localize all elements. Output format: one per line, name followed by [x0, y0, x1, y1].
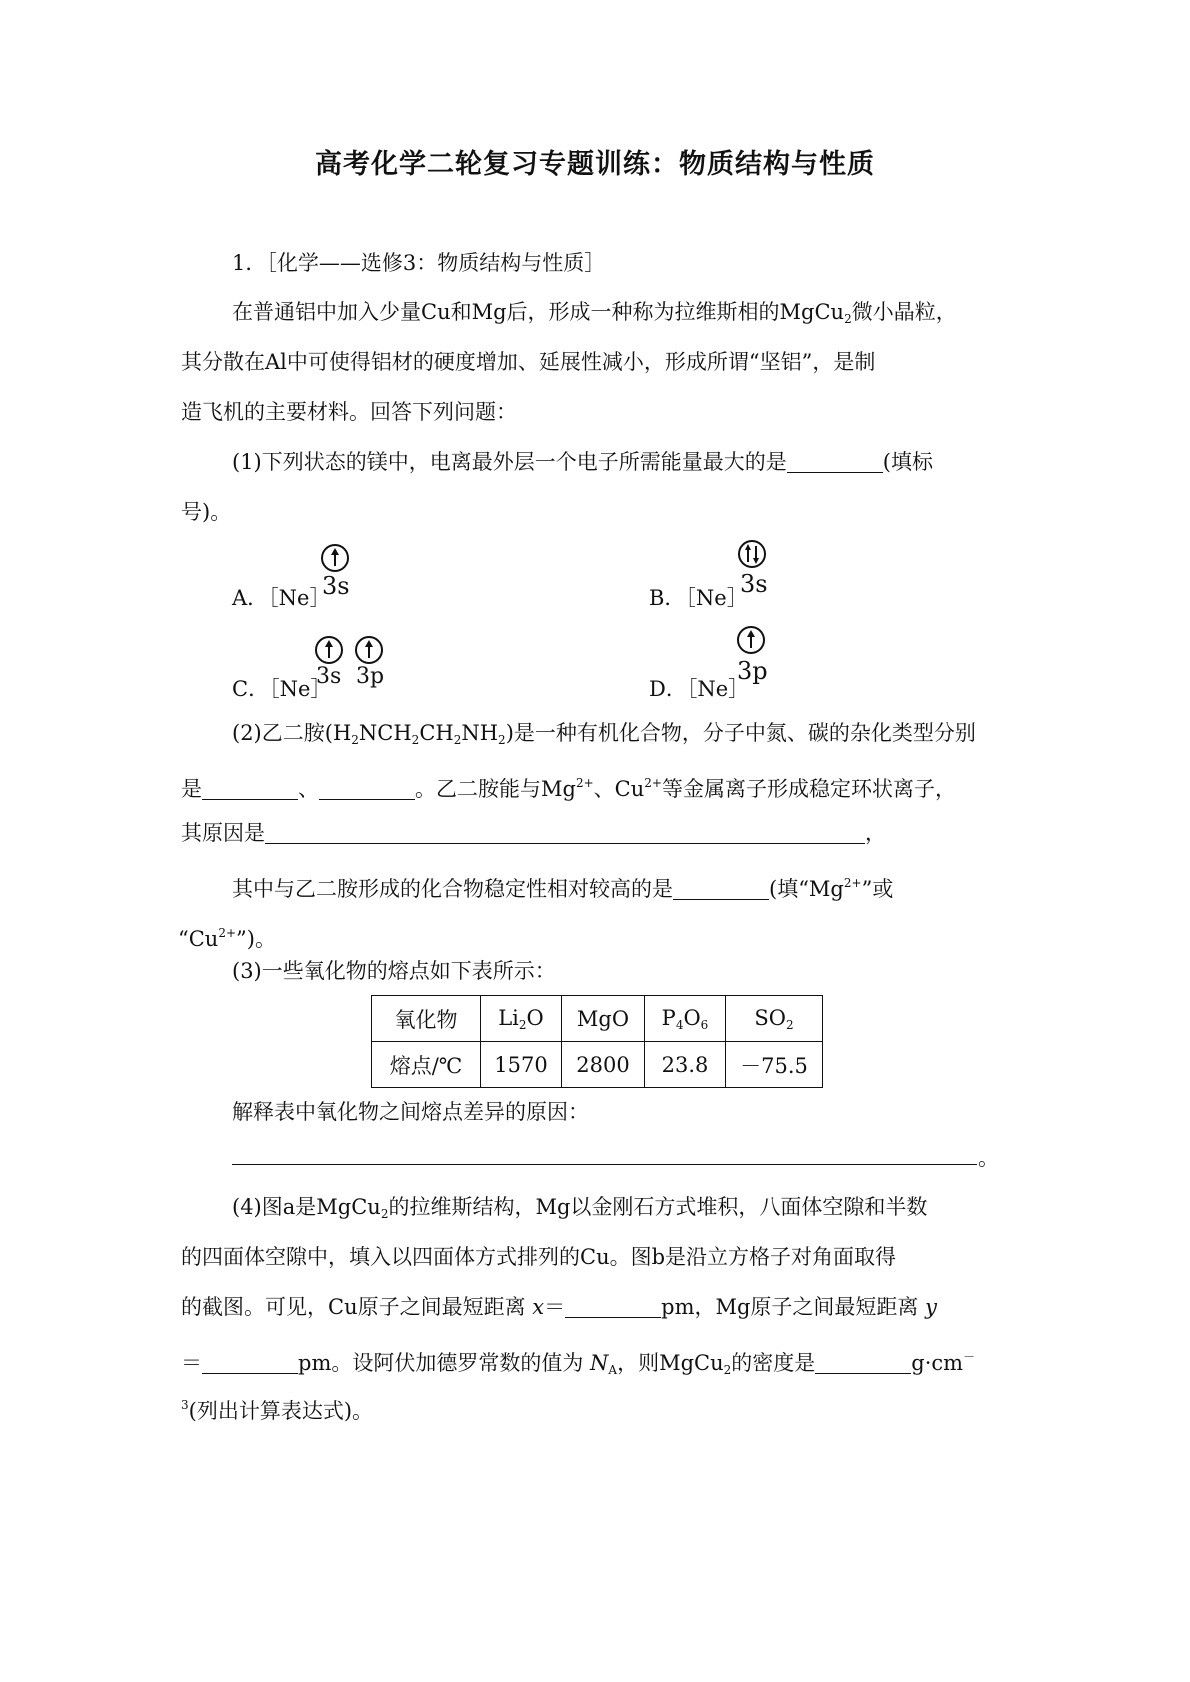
answer-blank[interactable]	[265, 821, 865, 844]
answer-blank[interactable]	[319, 777, 415, 800]
orbital-up-icon	[737, 626, 765, 654]
orbital-label: 3p	[356, 664, 385, 689]
answer-blank[interactable]	[673, 877, 769, 900]
answer-blank[interactable]	[787, 450, 883, 473]
part1-line-1: (1)下列状态的镁中，电离最外层一个电子所需能量最大的是 (填标	[232, 450, 933, 474]
part4-line-4: ＝ pm。设阿伏加德罗常数的值为 $N_A$，则MgCu$_2$的密度是 g·cm－	[181, 1350, 976, 1377]
table-cell: 23.8	[645, 1042, 726, 1088]
table-header-cell: $SO_2$	[726, 996, 823, 1042]
table-header-cell: 氧化物	[372, 996, 481, 1042]
table-row	[372, 1042, 823, 1088]
orbital-label: 3s	[740, 570, 768, 598]
answer-blank[interactable]	[202, 1351, 298, 1374]
answer-blank[interactable]	[815, 1351, 911, 1374]
answer-blank[interactable]	[202, 777, 298, 800]
part2-line-1: (2)乙二胺$(H_2NCH_2CH_2NH_2)$是一种有机化合物，分子中氮、碳的杂化类型分别	[232, 721, 976, 747]
part4-line-5: $^3$(列出计算表达式)。	[181, 1398, 374, 1423]
part4-line-1: (4)图a是MgCu$_2$的拉维斯结构，Mg以金刚石方式堆积，八面体空隙和半数	[232, 1195, 928, 1221]
option-d: D．［Ne］	[649, 677, 750, 701]
part3-explain: 解释表中氧化物之间熔点差异的原因：	[232, 1100, 589, 1124]
table-cell: 2800	[562, 1042, 645, 1088]
table-header-cell: $P_4O_6$	[645, 996, 726, 1042]
table-row	[372, 996, 823, 1042]
answer-blank[interactable]	[232, 1163, 977, 1165]
orbital-up-icon	[355, 636, 383, 664]
question-header: 1．［化学——选修3：物质结构与性质］	[232, 251, 606, 275]
orbital-label: 3s	[316, 664, 342, 689]
part2-line-4: 其中与乙二胺形成的化合物稳定性相对较高的是 (填“$Mg^{2+}$”或	[232, 876, 894, 901]
melting-point-table	[371, 995, 823, 1088]
intro-line-1: 在普通铝中加入少量Cu和Mg后，形成一种称为拉维斯相的MgCu$_2$微小晶粒，	[232, 300, 957, 326]
orbital-label: 3s	[322, 572, 350, 600]
table-cell: 熔点/℃	[372, 1042, 481, 1088]
answer-blank[interactable]	[565, 1295, 661, 1318]
orbital-up-icon	[321, 544, 349, 572]
orbital-paired-icon	[738, 540, 766, 568]
table-cell: 1570	[481, 1042, 562, 1088]
part2-line-5: “$Cu^{2+}$”)。	[178, 926, 276, 951]
part4-line-2: 的四面体空隙中，填入以四面体方式排列的Cu。图b是沿立方格子对角面取得	[181, 1245, 897, 1269]
table-header-cell: $Li_2O$	[481, 996, 562, 1042]
option-b: B．［Ne］	[649, 586, 748, 610]
intro-line-3: 造飞机的主要材料。回答下列问题：	[181, 400, 517, 424]
orbital-up-icon	[315, 636, 343, 664]
orbital-label: 3p	[737, 657, 768, 685]
part2-line-3: 其原因是 ，	[181, 821, 886, 845]
table-header-cell: MgO	[562, 996, 645, 1042]
part3-line-1: (3)一些氧化物的熔点如下表所示：	[232, 959, 556, 983]
part2-line-2: 是 、 。乙二胺能与$Mg^{2+}$、$Cu^{2+}$等金属离子形成稳定环状离子，	[181, 776, 956, 801]
option-a: A．［Ne］	[232, 586, 331, 610]
part3-end: 。	[978, 1146, 999, 1170]
intro-line-2: 其分散在Al中可使得铝材的硬度增加、延展性减小，形成所谓“坚铝”，是制	[181, 350, 876, 374]
part1-line-2: 号)。	[181, 500, 232, 524]
part4-line-3: 的截图。可见，Cu原子之间最短距离 x＝ pm，Mg原子之间最短距离 y	[181, 1295, 937, 1319]
table-cell: －75.5	[726, 1042, 823, 1088]
option-c: C．［Ne］	[232, 677, 332, 701]
page-title: 高考化学二轮复习专题训练：物质结构与性质	[315, 149, 875, 180]
